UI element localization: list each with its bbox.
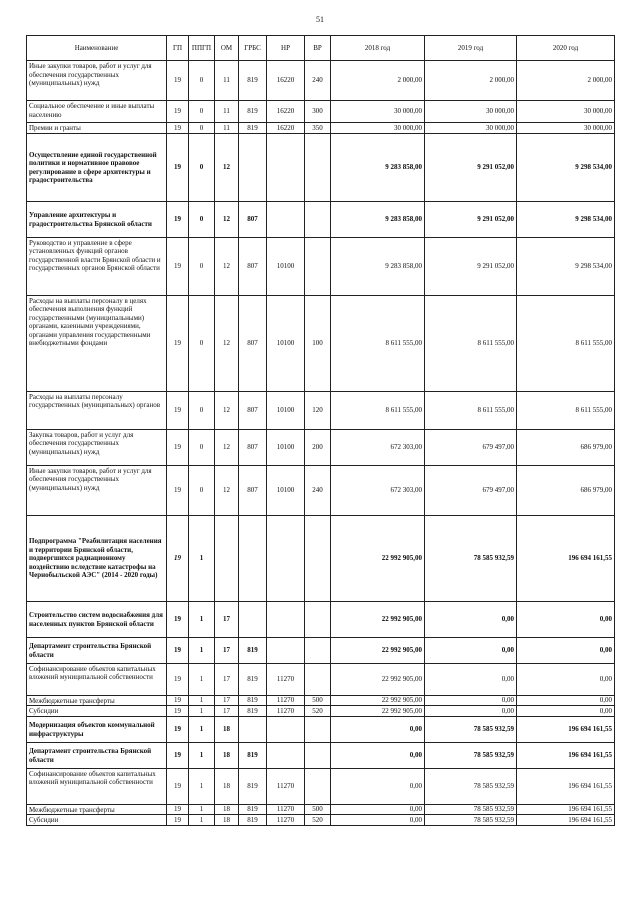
cell-vr [305,201,331,237]
cell-grbs: 819 [239,61,267,101]
cell-gp: 19 [167,123,189,134]
cell-name: Модернизация объектов коммунальной инфраструктуры [27,716,167,742]
cell-2018: 30 000,00 [331,101,425,123]
cell-ppgp: 1 [189,663,215,695]
cell-gp: 19 [167,133,189,201]
cell-vr: 100 [305,295,331,391]
cell-vr: 120 [305,391,331,429]
cell-2018: 9 283 858,00 [331,237,425,295]
cell-name: Субсидии [27,706,167,717]
cell-name: Расходы на выплаты персоналу государственных (муниципальных) органов [27,391,167,429]
cell-vr: 240 [305,465,331,515]
cell-gp: 19 [167,706,189,717]
header-2020: 2020 год [517,36,615,61]
cell-2019: 0,00 [425,601,517,637]
cell-name: Иные закупки товаров, работ и услуг для обеспечения государственных (муниципальных) нужд [27,61,167,101]
cell-ppgp: 1 [189,695,215,706]
cell-2020: 9 298 534,00 [517,133,615,201]
cell-grbs: 819 [239,123,267,134]
cell-nr: 16220 [267,101,305,123]
cell-2020: 0,00 [517,706,615,717]
cell-2018: 0,00 [331,815,425,826]
cell-om: 12 [215,429,239,465]
cell-name: Подпрограмма "Реабилитация населения и территории Брянской области, подвергшихся радиационному воздействию вследствие катастрофы на Чернобыльской АЭС" (2014 - 2020 годы) [27,515,167,601]
cell-nr: 10100 [267,295,305,391]
cell-2018: 0,00 [331,716,425,742]
table-row [27,815,615,826]
cell-grbs: 807 [239,237,267,295]
header-gp: ГП [167,36,189,61]
table-row [27,101,615,123]
cell-name: Управление архитектуры и градостроительства Брянской области [27,201,167,237]
cell-ppgp: 0 [189,295,215,391]
cell-om: 17 [215,663,239,695]
cell-grbs: 819 [239,695,267,706]
cell-grbs: 819 [239,637,267,663]
cell-2019: 679 497,00 [425,429,517,465]
cell-2019: 9 291 052,00 [425,201,517,237]
cell-gp: 19 [167,804,189,815]
cell-name: Премии и гранты [27,123,167,134]
cell-grbs: 819 [239,663,267,695]
cell-2020: 196 694 161,55 [517,515,615,601]
cell-nr: 16220 [267,61,305,101]
cell-om: 11 [215,123,239,134]
table-row [27,123,615,134]
header-ppgp: ППГП [189,36,215,61]
cell-vr [305,237,331,295]
cell-2018: 8 611 555,00 [331,391,425,429]
cell-ppgp: 0 [189,465,215,515]
table-row [27,429,615,465]
cell-om: 18 [215,768,239,804]
header-om: ОМ [215,36,239,61]
budget-table [26,35,615,826]
cell-gp: 19 [167,391,189,429]
header-nr: НР [267,36,305,61]
cell-vr: 300 [305,101,331,123]
header-2019: 2019 год [425,36,517,61]
cell-gp: 19 [167,295,189,391]
cell-om: 12 [215,133,239,201]
cell-ppgp: 0 [189,391,215,429]
cell-2018: 672 303,00 [331,465,425,515]
cell-ppgp: 1 [189,515,215,601]
cell-gp: 19 [167,815,189,826]
cell-2019: 78 585 932,59 [425,515,517,601]
table-header-row [27,36,615,61]
cell-2020: 686 979,00 [517,465,615,515]
cell-ppgp: 1 [189,768,215,804]
cell-om: 18 [215,742,239,768]
cell-nr [267,742,305,768]
cell-om: 18 [215,716,239,742]
cell-vr: 240 [305,61,331,101]
cell-2020: 8 611 555,00 [517,295,615,391]
table-row [27,391,615,429]
cell-2020: 8 611 555,00 [517,391,615,429]
cell-vr [305,742,331,768]
cell-ppgp: 1 [189,716,215,742]
cell-vr: 350 [305,123,331,134]
cell-om: 18 [215,804,239,815]
cell-2018: 22 992 905,00 [331,601,425,637]
cell-vr [305,663,331,695]
cell-nr: 10100 [267,429,305,465]
cell-2020: 30 000,00 [517,123,615,134]
cell-2020: 196 694 161,55 [517,804,615,815]
cell-vr [305,133,331,201]
cell-2019: 0,00 [425,695,517,706]
cell-grbs: 819 [239,815,267,826]
cell-2018: 22 992 905,00 [331,637,425,663]
cell-om: 12 [215,295,239,391]
table-row [27,295,615,391]
cell-om: 12 [215,201,239,237]
cell-nr [267,515,305,601]
cell-name: Софинансирование объектов капитальных вложений муниципальной собственности [27,663,167,695]
table-row [27,133,615,201]
cell-2020: 30 000,00 [517,101,615,123]
cell-2019: 2 000,00 [425,61,517,101]
cell-name: Строительство систем водоснабжения для населенных пунктов Брянской области [27,601,167,637]
cell-ppgp: 0 [189,429,215,465]
cell-name: Социальное обеспечение и иные выплаты населению [27,101,167,123]
cell-grbs: 819 [239,768,267,804]
cell-name: Софинансирование объектов капитальных вложений муниципальной собственности [27,768,167,804]
cell-2018: 0,00 [331,742,425,768]
cell-2020: 0,00 [517,695,615,706]
cell-vr [305,601,331,637]
cell-ppgp: 0 [189,201,215,237]
header-vr: ВР [305,36,331,61]
cell-name: Осуществление единой государственной политики и нормативное правовое регулирование в сфере архитектуры и градостроительства [27,133,167,201]
cell-gp: 19 [167,465,189,515]
cell-grbs [239,133,267,201]
cell-om: 12 [215,391,239,429]
header-grbs: ГРБС [239,36,267,61]
cell-grbs: 819 [239,804,267,815]
cell-gp: 19 [167,515,189,601]
cell-2019: 78 585 932,59 [425,815,517,826]
cell-ppgp: 1 [189,706,215,717]
cell-2020: 196 694 161,55 [517,716,615,742]
cell-gp: 19 [167,61,189,101]
cell-gp: 19 [167,237,189,295]
cell-nr: 11270 [267,815,305,826]
cell-ppgp: 0 [189,133,215,201]
cell-2019: 78 585 932,59 [425,742,517,768]
cell-grbs: 819 [239,742,267,768]
cell-grbs [239,515,267,601]
cell-nr [267,601,305,637]
cell-2018: 672 303,00 [331,429,425,465]
table-body [27,61,615,826]
table-row [27,742,615,768]
cell-2019: 9 291 052,00 [425,237,517,295]
table-row [27,237,615,295]
cell-2020: 686 979,00 [517,429,615,465]
cell-ppgp: 0 [189,61,215,101]
cell-nr: 10100 [267,465,305,515]
cell-grbs [239,716,267,742]
cell-grbs [239,601,267,637]
cell-ppgp: 0 [189,123,215,134]
cell-nr: 10100 [267,391,305,429]
cell-name: Расходы на выплаты персоналу в целях обеспечения выполнения функций государственными (муниципальными) органами, казенными учреждениями, органами управления государственными внебюджетными фондами [27,295,167,391]
cell-nr [267,716,305,742]
cell-om: 11 [215,61,239,101]
cell-ppgp: 1 [189,742,215,768]
cell-2018: 30 000,00 [331,123,425,134]
cell-gp: 19 [167,429,189,465]
cell-nr: 11270 [267,804,305,815]
cell-om: 11 [215,101,239,123]
cell-name: Межбюджетные трансферты [27,804,167,815]
cell-gp: 19 [167,695,189,706]
cell-nr: 11270 [267,706,305,717]
cell-ppgp: 1 [189,637,215,663]
cell-vr [305,637,331,663]
table-row [27,663,615,695]
cell-2019: 78 585 932,59 [425,768,517,804]
cell-name: Иные закупки товаров, работ и услуг для обеспечения государственных (муниципальных) нужд [27,465,167,515]
cell-om: 17 [215,601,239,637]
cell-gp: 19 [167,716,189,742]
cell-2018: 22 992 905,00 [331,695,425,706]
cell-grbs: 807 [239,429,267,465]
cell-2018: 8 611 555,00 [331,295,425,391]
cell-vr: 200 [305,429,331,465]
cell-nr [267,637,305,663]
cell-2019: 0,00 [425,663,517,695]
table-row [27,637,615,663]
cell-om: 17 [215,706,239,717]
cell-nr: 11270 [267,663,305,695]
cell-om: 17 [215,695,239,706]
cell-2020: 0,00 [517,637,615,663]
cell-vr [305,716,331,742]
table-row [27,768,615,804]
cell-2020: 2 000,00 [517,61,615,101]
cell-name: Межбюджетные трансферты [27,695,167,706]
cell-2020: 196 694 161,55 [517,742,615,768]
page-number: 51 [316,15,324,24]
cell-gp: 19 [167,601,189,637]
cell-vr [305,515,331,601]
cell-ppgp: 1 [189,804,215,815]
cell-grbs: 807 [239,391,267,429]
cell-2020: 9 298 534,00 [517,237,615,295]
cell-2020: 196 694 161,55 [517,768,615,804]
cell-2018: 22 992 905,00 [331,663,425,695]
cell-2019: 78 585 932,59 [425,804,517,815]
cell-grbs: 807 [239,201,267,237]
cell-2019: 0,00 [425,706,517,717]
cell-om: 12 [215,465,239,515]
cell-name: Руководство и управление в сфере установленных функций органов государственной власти Брянской области и государственных органов Брянской области [27,237,167,295]
cell-om: 18 [215,815,239,826]
cell-grbs: 807 [239,465,267,515]
cell-vr: 520 [305,706,331,717]
cell-gp: 19 [167,637,189,663]
cell-ppgp: 1 [189,601,215,637]
cell-name: Закупка товаров, работ и услуг для обеспечения государственных (муниципальных) нужд [27,429,167,465]
cell-2018: 22 992 905,00 [331,706,425,717]
cell-2019: 0,00 [425,637,517,663]
cell-2020: 0,00 [517,663,615,695]
cell-2020: 196 694 161,55 [517,815,615,826]
cell-gp: 19 [167,201,189,237]
cell-nr: 10100 [267,237,305,295]
table-row [27,706,615,717]
cell-name: Департамент строительства Брянской области [27,742,167,768]
cell-nr: 11270 [267,768,305,804]
cell-name: Субсидии [27,815,167,826]
table-row [27,465,615,515]
cell-nr [267,133,305,201]
table-row [27,695,615,706]
cell-2018: 9 283 858,00 [331,133,425,201]
cell-vr [305,768,331,804]
cell-ppgp: 0 [189,237,215,295]
cell-name: Департамент строительства Брянской области [27,637,167,663]
cell-vr: 500 [305,804,331,815]
cell-grbs: 807 [239,295,267,391]
table-row [27,804,615,815]
table-row [27,201,615,237]
cell-2020: 9 298 534,00 [517,201,615,237]
cell-gp: 19 [167,663,189,695]
cell-vr: 520 [305,815,331,826]
cell-om [215,515,239,601]
cell-nr [267,201,305,237]
cell-2019: 8 611 555,00 [425,295,517,391]
cell-nr: 11270 [267,695,305,706]
cell-om: 17 [215,637,239,663]
cell-2018: 2 000,00 [331,61,425,101]
cell-ppgp: 1 [189,815,215,826]
table-row [27,61,615,101]
cell-nr: 16220 [267,123,305,134]
cell-2018: 22 992 905,00 [331,515,425,601]
cell-ppgp: 0 [189,101,215,123]
cell-grbs: 819 [239,706,267,717]
cell-2019: 679 497,00 [425,465,517,515]
table-row [27,716,615,742]
cell-2019: 78 585 932,59 [425,716,517,742]
header-2018: 2018 год [331,36,425,61]
cell-vr: 500 [305,695,331,706]
cell-2019: 8 611 555,00 [425,391,517,429]
cell-om: 12 [215,237,239,295]
table-row [27,601,615,637]
cell-2020: 0,00 [517,601,615,637]
table-row [27,515,615,601]
cell-2019: 30 000,00 [425,101,517,123]
cell-gp: 19 [167,768,189,804]
cell-2018: 0,00 [331,768,425,804]
header-name: Наименование [27,36,167,61]
cell-2018: 0,00 [331,804,425,815]
cell-2019: 30 000,00 [425,123,517,134]
cell-2018: 9 283 858,00 [331,201,425,237]
cell-gp: 19 [167,101,189,123]
cell-gp: 19 [167,742,189,768]
cell-grbs: 819 [239,101,267,123]
cell-2019: 9 291 052,00 [425,133,517,201]
